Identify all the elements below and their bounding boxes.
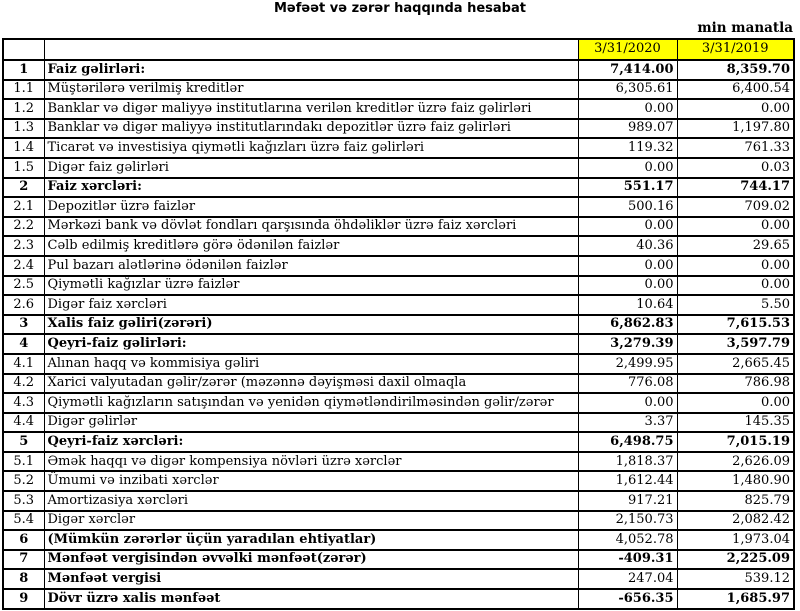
row-value-2019: 1,197.80	[677, 119, 794, 139]
row-value-2020: 1,612.44	[578, 471, 677, 491]
header-number-cell	[3, 39, 44, 60]
header-col-2019: 3/31/2019	[677, 39, 794, 60]
row-value-2020: 2,499.95	[578, 354, 677, 374]
table-row	[3, 432, 794, 452]
row-value-2019: 2,626.09	[677, 452, 794, 472]
row-number: 4.1	[3, 354, 44, 374]
table-row	[3, 178, 794, 198]
row-number: 3	[3, 315, 44, 335]
row-value-2019: 1,973.04	[677, 530, 794, 550]
row-value-2020: 3,279.39	[578, 334, 677, 354]
row-value-2020: 6,862.83	[578, 315, 677, 335]
row-value-2020: 0.00	[578, 99, 677, 119]
row-value-2020: 551.17	[578, 178, 677, 198]
row-number: 5	[3, 432, 44, 452]
row-value-2019: 1,685.97	[677, 589, 794, 609]
unit-note: min manatla	[697, 20, 793, 36]
row-number: 1.4	[3, 138, 44, 158]
row-value-2019: 0.03	[677, 158, 794, 178]
table-row	[3, 511, 794, 531]
row-value-2020: 0.00	[578, 393, 677, 413]
table-row	[3, 413, 794, 433]
row-value-2020: 0.00	[578, 217, 677, 237]
row-value-2019: 8,359.70	[677, 60, 794, 80]
row-number: 8	[3, 569, 44, 589]
row-value-2019: 2,665.45	[677, 354, 794, 374]
row-number: 4.4	[3, 413, 44, 433]
page-title: Məfəət və zərər haqqında hesabat	[274, 1, 526, 16]
row-number: 5.1	[3, 452, 44, 472]
row-value-2019: 145.35	[677, 413, 794, 433]
row-label: Qiymətli kağızların satışından və yenidən qiymətləndirilməsindən gəlir/zərər	[44, 393, 578, 413]
row-value-2020: 776.08	[578, 374, 677, 394]
row-value-2019: 0.00	[677, 217, 794, 237]
row-value-2020: -656.35	[578, 589, 677, 609]
row-value-2020: 4,052.78	[578, 530, 677, 550]
row-number: 9	[3, 589, 44, 609]
row-value-2019: 1,480.90	[677, 471, 794, 491]
table-row	[3, 334, 794, 354]
row-number: 2.5	[3, 276, 44, 296]
row-value-2019: 761.33	[677, 138, 794, 158]
table-row	[3, 256, 794, 276]
row-number: 1.1	[3, 80, 44, 100]
row-value-2020: 10.64	[578, 295, 677, 315]
header-col-2020: 3/31/2020	[578, 39, 677, 60]
row-value-2020: 40.36	[578, 236, 677, 256]
row-label: Pul bazarı alətlərinə ödənilən faizlər	[44, 256, 578, 276]
row-number: 1	[3, 60, 44, 80]
row-value-2020: 500.16	[578, 197, 677, 217]
row-value-2019: 0.00	[677, 256, 794, 276]
row-number: 2	[3, 178, 44, 198]
row-value-2019: 539.12	[677, 569, 794, 589]
row-value-2020: -409.31	[578, 550, 677, 570]
row-value-2019: 7,615.53	[677, 315, 794, 335]
row-number: 1.2	[3, 99, 44, 119]
table-row	[3, 530, 794, 550]
row-value-2019: 786.98	[677, 374, 794, 394]
row-label: Mərkəzi bank və dövlət fondları qarşısında öhdəliklər üzrə faiz xərcləri	[44, 217, 578, 237]
row-label: Müştərilərə verilmiş kreditlər	[44, 80, 578, 100]
row-value-2019: 709.02	[677, 197, 794, 217]
table-row	[3, 589, 794, 609]
row-label: (Mümkün zərərlər üçün yaradılan ehtiyatlar)	[44, 530, 578, 550]
row-label: Qeyri-faiz gəlirləri:	[44, 334, 578, 354]
row-value-2019: 6,400.54	[677, 80, 794, 100]
row-label: Banklar və digər maliyyə institutlarındakı depozitlər üzrə faiz gəlirləri	[44, 119, 578, 139]
table-row	[3, 236, 794, 256]
header-label-cell	[44, 39, 578, 60]
row-number: 4	[3, 334, 44, 354]
row-label: Digər faiz gəlirləri	[44, 158, 578, 178]
table-row	[3, 550, 794, 570]
row-value-2020: 0.00	[578, 276, 677, 296]
row-value-2020: 0.00	[578, 256, 677, 276]
row-label: Digər xərclər	[44, 511, 578, 531]
row-label: Banklar və digər maliyyə institutlarına verilən kreditlər üzrə faiz gəlirləri	[44, 99, 578, 119]
row-label: Dövr üzrə xalis mənfəət	[44, 589, 578, 609]
table-row	[3, 569, 794, 589]
table-row	[3, 374, 794, 394]
row-value-2019: 0.00	[677, 276, 794, 296]
row-label: Digər faiz xərcləri	[44, 295, 578, 315]
row-label: Depozitlər üzrə faizlər	[44, 197, 578, 217]
table-row	[3, 158, 794, 178]
row-value-2019: 5.50	[677, 295, 794, 315]
table-row	[3, 471, 794, 491]
row-number: 1.5	[3, 158, 44, 178]
row-value-2020: 247.04	[578, 569, 677, 589]
row-label: Xalis faiz gəliri(zərəri)	[44, 315, 578, 335]
row-number: 4.2	[3, 374, 44, 394]
row-label: Digər gəlirlər	[44, 413, 578, 433]
row-number: 5.4	[3, 511, 44, 531]
table-row	[3, 197, 794, 217]
row-number: 6	[3, 530, 44, 550]
row-value-2020: 3.37	[578, 413, 677, 433]
row-number: 4.3	[3, 393, 44, 413]
row-value-2020: 6,498.75	[578, 432, 677, 452]
row-label: Cəlb edilmiş kreditlərə görə ödənilən faizlər	[44, 236, 578, 256]
table-row	[3, 80, 794, 100]
row-label: Ümumi və inzibati xərclər	[44, 471, 578, 491]
row-label: Amortizasiya xərcləri	[44, 491, 578, 511]
row-value-2019: 3,597.79	[677, 334, 794, 354]
row-number: 5.3	[3, 491, 44, 511]
row-label: Qeyri-faiz xərcləri:	[44, 432, 578, 452]
row-value-2019: 825.79	[677, 491, 794, 511]
row-value-2019: 29.65	[677, 236, 794, 256]
row-value-2019: 7,015.19	[677, 432, 794, 452]
row-value-2020: 1,818.37	[578, 452, 677, 472]
table-row	[3, 315, 794, 335]
row-number: 2.2	[3, 217, 44, 237]
table-row	[3, 354, 794, 374]
table-header-row	[3, 39, 794, 60]
table-row	[3, 138, 794, 158]
row-label: Faiz xərcləri:	[44, 178, 578, 198]
table-row	[3, 491, 794, 511]
row-number: 2.6	[3, 295, 44, 315]
income-statement-table	[2, 38, 795, 610]
row-label: Mənfəət vergisindən əvvəlki mənfəət(zərər)	[44, 550, 578, 570]
table-row	[3, 119, 794, 139]
table-row	[3, 276, 794, 296]
row-value-2020: 989.07	[578, 119, 677, 139]
row-number: 2.3	[3, 236, 44, 256]
row-value-2020: 7,414.00	[578, 60, 677, 80]
row-number: 5.2	[3, 471, 44, 491]
report-table-body	[3, 60, 794, 609]
row-value-2020: 119.32	[578, 138, 677, 158]
row-number: 2.1	[3, 197, 44, 217]
table-row	[3, 217, 794, 237]
table-row	[3, 99, 794, 119]
row-label: Xarici valyutadan gəlir/zərər (məzənnə dəyişməsi daxil olmaqla	[44, 374, 578, 394]
row-value-2020: 917.21	[578, 491, 677, 511]
row-value-2019: 0.00	[677, 393, 794, 413]
row-number: 2.4	[3, 256, 44, 276]
row-label: Qiymətli kağızlar üzrə faizlər	[44, 276, 578, 296]
row-label: Əmək haqqı və digər kompensiya növləri üzrə xərclər	[44, 452, 578, 472]
row-number: 7	[3, 550, 44, 570]
row-label: Alınan haqq və kommisiya gəliri	[44, 354, 578, 374]
row-value-2019: 0.00	[677, 99, 794, 119]
row-label: Ticarət və investisiya qiymətli kağızları üzrə faiz gəlirləri	[44, 138, 578, 158]
row-number: 1.3	[3, 119, 44, 139]
table-row	[3, 393, 794, 413]
row-label: Faiz gəlirləri:	[44, 60, 578, 80]
row-value-2020: 2,150.73	[578, 511, 677, 531]
row-value-2019: 2,082.42	[677, 511, 794, 531]
table-row	[3, 60, 794, 80]
row-value-2019: 2,225.09	[677, 550, 794, 570]
table-row	[3, 295, 794, 315]
row-value-2020: 6,305.61	[578, 80, 677, 100]
row-value-2020: 0.00	[578, 158, 677, 178]
row-value-2019: 744.17	[677, 178, 794, 198]
row-label: Mənfəət vergisi	[44, 569, 578, 589]
table-row	[3, 452, 794, 472]
